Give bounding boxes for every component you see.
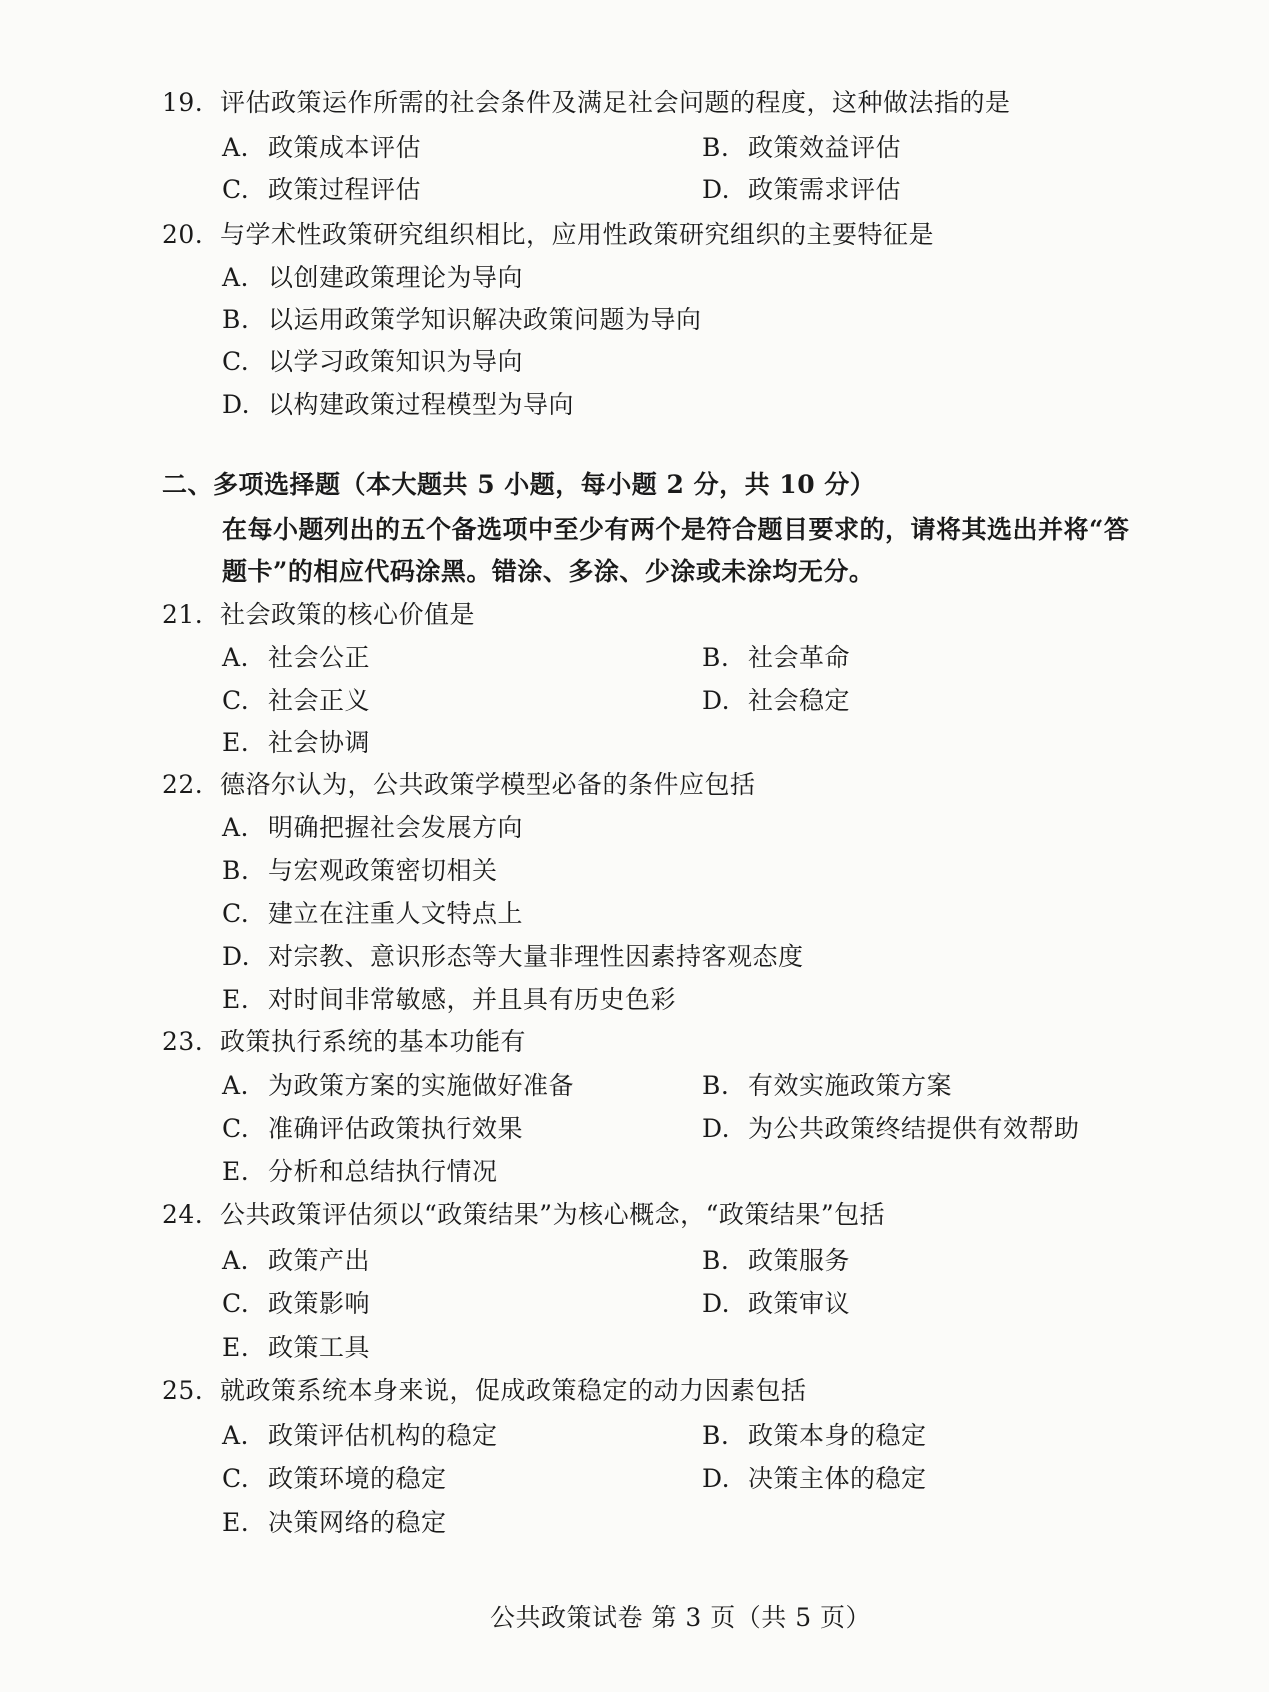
question-text: 评估政策运作所需的社会条件及满足社会问题的程度，这种做法指的是 bbox=[220, 88, 1011, 117]
option-24-a bbox=[222, 1246, 370, 1276]
option-letter: A. bbox=[222, 1421, 250, 1450]
option-text: 以学习政策知识为导向 bbox=[268, 347, 524, 376]
question-text: 德洛尔认为，公共政策学模型必备的条件应包括 bbox=[220, 770, 756, 799]
option-text: 明确把握社会发展方向 bbox=[268, 813, 524, 842]
option-letter: A. bbox=[222, 1246, 250, 1275]
page-footer: 公共政策试卷 第 3 页（共 5 页） bbox=[490, 1603, 872, 1632]
option-24-e bbox=[222, 1333, 370, 1363]
question-number: 21. bbox=[162, 600, 204, 629]
option-23-c bbox=[222, 1114, 523, 1144]
option-25-a bbox=[222, 1421, 498, 1451]
option-text: 决策主体的稳定 bbox=[748, 1464, 927, 1493]
option-letter: B. bbox=[222, 856, 250, 885]
section-heading: 二、多项选择题（本大题共 5 小题，每小题 2 分，共 10 分） bbox=[162, 470, 876, 499]
option-text: 对宗教、意识形态等大量非理性因素持客观态度 bbox=[268, 942, 804, 971]
question-number: 25. bbox=[162, 1376, 204, 1405]
question-19-stem bbox=[162, 88, 1011, 118]
option-text: 分析和总结执行情况 bbox=[268, 1157, 498, 1186]
option-text: 以运用政策学知识解决政策问题为导向 bbox=[268, 305, 702, 334]
option-letter: E. bbox=[222, 1157, 250, 1186]
option-letter: C. bbox=[222, 347, 250, 376]
option-24-b bbox=[702, 1246, 850, 1276]
question-number: 22. bbox=[162, 770, 204, 799]
question-22-stem bbox=[162, 770, 756, 800]
option-letter: C. bbox=[222, 899, 250, 928]
option-text: 政策产出 bbox=[268, 1246, 371, 1275]
question-text: 就政策系统本身来说，促成政策稳定的动力因素包括 bbox=[220, 1376, 807, 1405]
option-letter: D. bbox=[702, 175, 731, 204]
option-21-b bbox=[702, 643, 850, 673]
question-number: 19. bbox=[162, 88, 204, 117]
question-text: 公共政策评估须以“政策结果”为核心概念，“政策结果”包括 bbox=[220, 1200, 886, 1229]
option-text: 政策本身的稳定 bbox=[748, 1421, 927, 1450]
option-text: 建立在注重人文特点上 bbox=[268, 899, 524, 928]
option-text: 政策工具 bbox=[268, 1333, 371, 1362]
option-19-d bbox=[702, 175, 901, 205]
option-letter: D. bbox=[702, 1289, 731, 1318]
option-21-d bbox=[702, 686, 850, 716]
question-text: 政策执行系统的基本功能有 bbox=[220, 1027, 527, 1056]
option-letter: A. bbox=[222, 813, 250, 842]
option-25-b bbox=[702, 1421, 927, 1451]
option-letter: A. bbox=[222, 263, 250, 292]
option-19-c bbox=[222, 175, 421, 205]
question-number: 23. bbox=[162, 1027, 204, 1056]
option-letter: D. bbox=[702, 686, 731, 715]
option-text: 有效实施政策方案 bbox=[748, 1071, 953, 1100]
option-text: 政策成本评估 bbox=[268, 133, 422, 162]
option-text: 政策影响 bbox=[268, 1289, 371, 1318]
option-text: 为公共政策终结提供有效帮助 bbox=[748, 1114, 1080, 1143]
option-letter: C. bbox=[222, 1114, 250, 1143]
option-letter: D. bbox=[222, 390, 251, 419]
option-22-c bbox=[222, 899, 523, 929]
option-text: 以创建政策理论为导向 bbox=[268, 263, 524, 292]
question-23-stem bbox=[162, 1027, 526, 1057]
question-21-stem bbox=[162, 600, 475, 630]
option-letter: C. bbox=[222, 686, 250, 715]
option-letter: E. bbox=[222, 1333, 250, 1362]
option-23-d bbox=[702, 1114, 1080, 1144]
option-letter: D. bbox=[702, 1114, 731, 1143]
option-21-a bbox=[222, 643, 370, 673]
option-letter: E. bbox=[222, 728, 250, 757]
section-instructions-line1: 在每小题列出的五个备选项中至少有两个是符合题目要求的，请将其选出并将“答 bbox=[222, 515, 1130, 544]
option-22-a bbox=[222, 813, 523, 843]
option-text: 决策网络的稳定 bbox=[268, 1508, 447, 1537]
question-text: 与学术性政策研究组织相比，应用性政策研究组织的主要特征是 bbox=[220, 220, 935, 249]
option-letter: E. bbox=[222, 1508, 250, 1537]
option-22-b bbox=[222, 856, 498, 886]
option-text: 社会革命 bbox=[748, 643, 851, 672]
option-letter: D. bbox=[702, 1464, 731, 1493]
question-25-stem bbox=[162, 1376, 807, 1406]
option-text: 准确评估政策执行效果 bbox=[268, 1114, 524, 1143]
option-24-c bbox=[222, 1289, 370, 1319]
option-23-a bbox=[222, 1071, 574, 1101]
option-letter: A. bbox=[222, 133, 250, 162]
option-19-a bbox=[222, 133, 421, 163]
option-text: 社会正义 bbox=[268, 686, 371, 715]
option-text: 社会稳定 bbox=[748, 686, 851, 715]
option-letter: B. bbox=[702, 1071, 730, 1100]
option-text: 社会协调 bbox=[268, 728, 371, 757]
option-20-b bbox=[222, 305, 702, 335]
option-20-d bbox=[222, 390, 574, 420]
option-letter: B. bbox=[702, 643, 730, 672]
option-letter: C. bbox=[222, 1464, 250, 1493]
option-text: 社会公正 bbox=[268, 643, 371, 672]
option-22-d bbox=[222, 942, 804, 972]
option-letter: B. bbox=[222, 305, 250, 334]
option-text: 政策评估机构的稳定 bbox=[268, 1421, 498, 1450]
option-text: 政策服务 bbox=[748, 1246, 851, 1275]
option-23-b bbox=[702, 1071, 952, 1101]
option-text: 政策需求评估 bbox=[748, 175, 902, 204]
question-24-stem bbox=[162, 1200, 885, 1230]
option-24-d bbox=[702, 1289, 850, 1319]
option-text: 与宏观政策密切相关 bbox=[268, 856, 498, 885]
option-25-e bbox=[222, 1508, 447, 1538]
option-19-b bbox=[702, 133, 901, 163]
option-20-c bbox=[222, 347, 523, 377]
question-number: 24. bbox=[162, 1200, 204, 1229]
option-letter: E. bbox=[222, 985, 250, 1014]
question-text: 社会政策的核心价值是 bbox=[220, 600, 476, 629]
section-instructions-line2: 题卡”的相应代码涂黑。错涂、多涂、少涂或未涂均无分。 bbox=[222, 557, 875, 586]
option-text: 以构建政策过程模型为导向 bbox=[268, 390, 575, 419]
option-text: 对时间非常敏感，并且具有历史色彩 bbox=[268, 985, 677, 1014]
option-25-d bbox=[702, 1464, 927, 1494]
option-letter: A. bbox=[222, 643, 250, 672]
option-25-c bbox=[222, 1464, 447, 1494]
option-text: 政策审议 bbox=[748, 1289, 851, 1318]
option-text: 政策效益评估 bbox=[748, 133, 902, 162]
option-letter: A. bbox=[222, 1071, 250, 1100]
option-text: 政策过程评估 bbox=[268, 175, 422, 204]
option-23-e bbox=[222, 1157, 498, 1187]
option-letter: D. bbox=[222, 942, 251, 971]
option-text: 政策环境的稳定 bbox=[268, 1464, 447, 1493]
option-letter: B. bbox=[702, 1246, 730, 1275]
option-20-a bbox=[222, 263, 523, 293]
option-22-e bbox=[222, 985, 676, 1015]
option-text: 为政策方案的实施做好准备 bbox=[268, 1071, 575, 1100]
option-letter: C. bbox=[222, 1289, 250, 1318]
option-21-e bbox=[222, 728, 370, 758]
question-number: 20. bbox=[162, 220, 204, 249]
option-letter: B. bbox=[702, 1421, 730, 1450]
option-letter: C. bbox=[222, 175, 250, 204]
question-20-stem bbox=[162, 220, 934, 250]
option-21-c bbox=[222, 686, 370, 716]
option-letter: B. bbox=[702, 133, 730, 162]
